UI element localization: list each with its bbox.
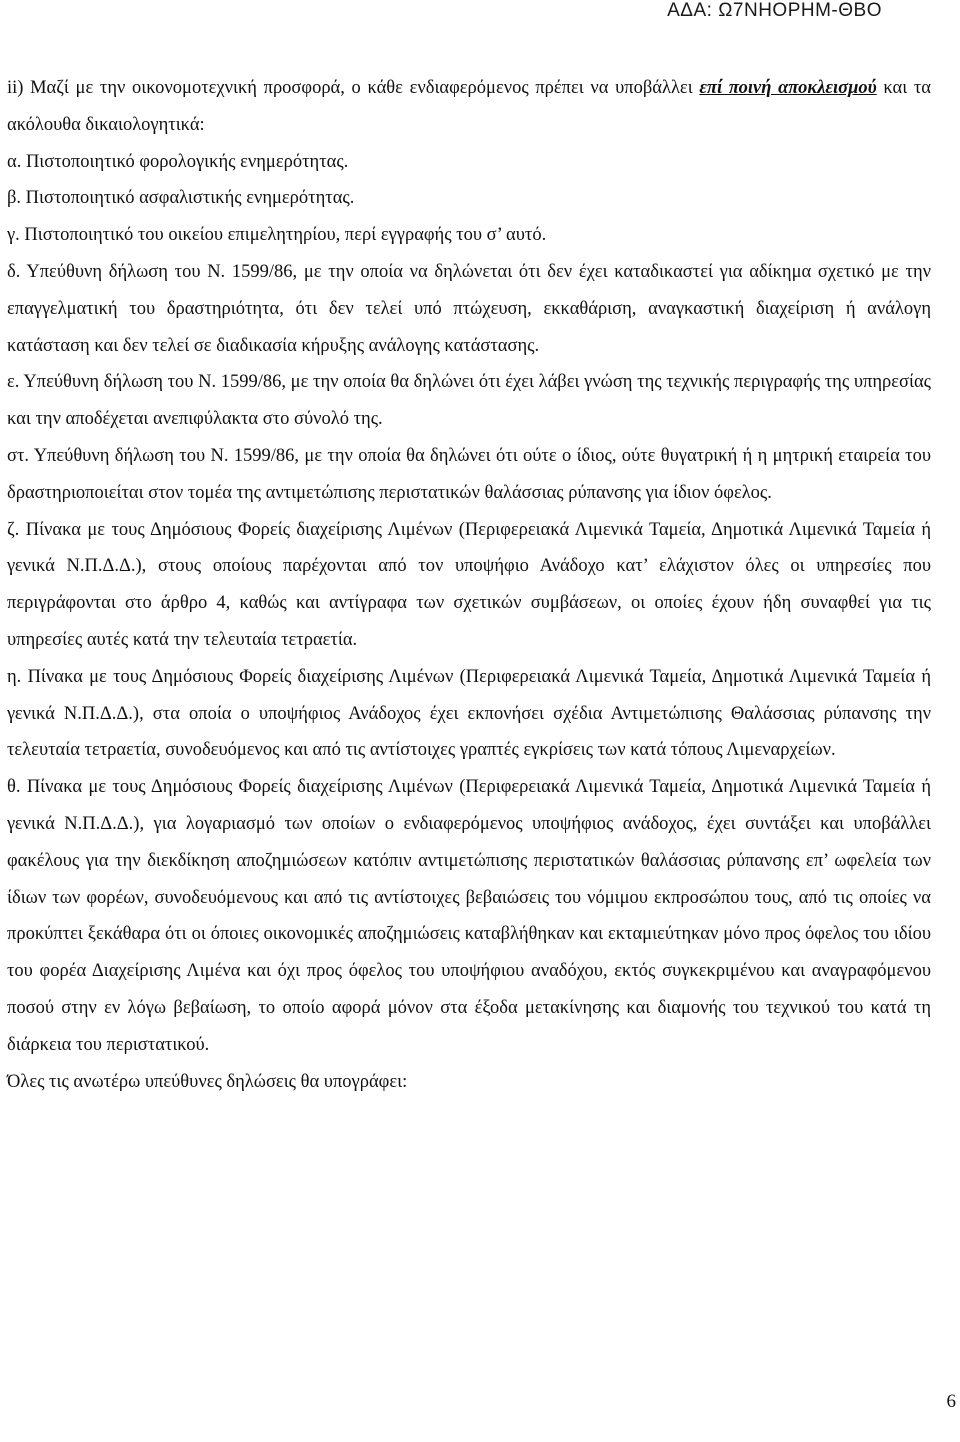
document-body xyxy=(7,70,931,1100)
intro-text-before: ii) Μαζί με την οικονομοτεχνική προσφορά, ο κάθε ενδιαφερόμενος πρέπει να υποβάλλει xyxy=(7,78,700,98)
item-b: β. Πιστοποιητικό ασφαλιστικής ενημερότητας. xyxy=(7,188,355,209)
item-d: δ. Υπεύθυνη δήλωση του Ν. 1599/86, με την οποία να δηλώνεται ότι δεν έχει καταδικαστεί για αδίκημα σχετικό με την επαγγελματική του δραστηριότητα, ότι δεν τελεί υπό πτώχευση, εκκαθάριση, αναγκαστική διαχείριση ή ανάλογη κατάσταση και δεν τελεί σε διαδικασία κήρυξης ανάλογης κατάστασης. xyxy=(7,261,931,356)
item-st: στ. Υπεύθυνη δήλωση του Ν. 1599/86, με την οποία θα δηλώνει ότι ούτε ο ίδιος, ούτε θυγατρική ή η μητρική εταιρεία του δραστηριοποιείται στον τομέα της αντιμετώπισης περιστατικών θαλάσσιας ρύπανσης για ίδιον όφελος. xyxy=(7,445,931,503)
item-z: ζ. Πίνακα με τους Δημόσιους Φορείς διαχείρισης Λιμένων (Περιφερειακά Λιμενικά Ταμεία, Δημοτικά Λιμενικά Ταμεία ή γενικά Ν.Π.Δ.Δ.), στους οποίους παρέχονται από τον υποψήφιο Ανάδοχο κατ’ ελάχιστον όλες οι υπηρεσίες που περιγράφονται στο άρθρο 4, καθώς και αντίγραφα των σχετικών συμβάσεων, οι οποίες έχουν ήδη συναφθεί για τις υπηρεσίες αυτές κατά την τελευταία τετραετία. xyxy=(7,519,931,650)
closing-line: Όλες τις ανωτέρω υπεύθυνες δηλώσεις θα υπογράφει: xyxy=(7,1071,408,1092)
item-th: θ. Πίνακα με τους Δημόσιους Φορείς διαχείρισης Λιμένων (Περιφερειακά Λιμενικά Ταμεία, Δημοτικά Λιμενικά Ταμεία ή γενικά Ν.Π.Δ.Δ.), για λογαριασμό των οποίων ο ενδιαφερόμενος υποψήφιος ανάδοχος, έχει συντάξει και υποβάλλει φακέλους για την διεκδίκηση αποζημιώσεων κατόπιν αντιμετώπισης περιστατικών θαλάσσιας ρύπανσης επ’ ωφελεία των ίδιων των φορέων, συνοδευόμενους και από τις αντίστοιχες βεβαιώσεις του νόμιμου εκπροσώπου τους, από τις οποίες να προκύπτει ξεκάθαρα ότι οι όποιες οικονομικές αποζημιώσεις καταβλήθηκαν και εκταμιεύτηκαν μόνο προς όφελος του ιδίου του φορέα Διαχείρισης Λιμένα και όχι προς όφελος του υποψήφιου αναδόχου, εκτός συγκεκριμένου και αναγραφόμενου ποσού στην εν λόγω βεβαίωση, το οποίο αφορά μόνον στα έξοδα μετακίνησης και διαμονής του τεχνικού του κατά τη διάρκεια του περιστατικού. xyxy=(7,777,931,1055)
item-c: γ. Πιστοποιητικό του οικείου επιμελητηρίου, περί εγγραφής του σ’ αυτό. xyxy=(7,225,547,246)
ada-header: ΑΔΑ: Ω7ΝΗΟΡΗΜ-ΘΒΟ xyxy=(667,0,882,21)
item-h: η. Πίνακα με τους Δημόσιους Φορείς διαχείρισης Λιμένων (Περιφερειακά Λιμενικά Ταμεία, Δημοτικά Λιμενικά Ταμεία ή γενικά Ν.Π.Δ.Δ.), στα οποία ο υποψήφιος Ανάδοχος έχει εκπονήσει σχέδια Αντιμετώπισης Θαλάσσιας ρύπανσης την τελευταία τετραετία, συνοδευόμενος και από τις αντίστοιχες γραπτές εγκρίσεις των κατά τόπους Λιμεναρχείων. xyxy=(7,666,931,761)
intro-emphasis: επί ποινή αποκλεισμού xyxy=(699,78,877,98)
intro-paragraph xyxy=(7,70,931,144)
item-e: ε. Υπεύθυνη δήλωση του Ν. 1599/86, με την οποία θα δηλώνει ότι έχει λάβει γνώση της τεχνικής περιγραφής της υπηρεσίας και την αποδέχεται ανεπιφύλακτα στο σύνολό της. xyxy=(7,372,931,430)
intro-text-after: και τα ακόλουθα δικαιολογητικά: xyxy=(7,78,931,135)
item-a: α. Πιστοποιητικό φορολογικής ενημερότητας. xyxy=(7,151,349,172)
page-number: 6 xyxy=(946,1391,956,1412)
